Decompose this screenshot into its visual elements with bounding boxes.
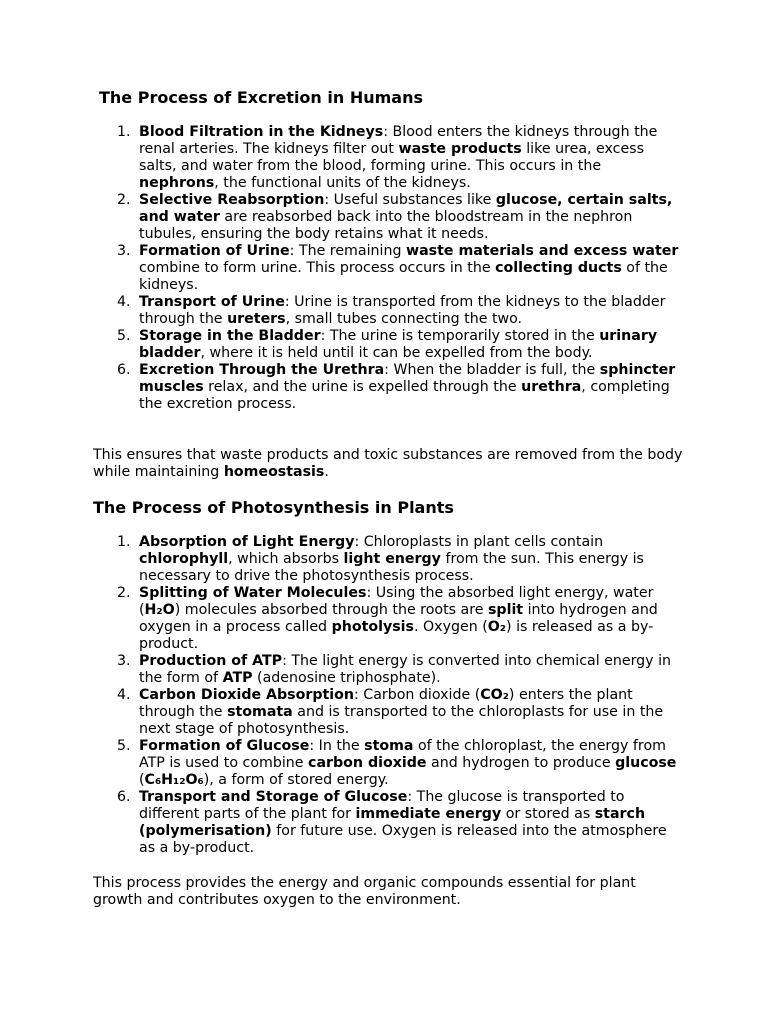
- bold-term: Selective Reabsorption: [139, 192, 325, 208]
- list-item-number: 2.: [117, 585, 131, 601]
- list-item-number: 1.: [117, 124, 131, 140]
- bold-term: glucose, certain salts, and water: [139, 192, 673, 225]
- bold-term: carbon dioxide: [308, 755, 427, 771]
- bold-term: immediate energy: [355, 806, 502, 822]
- text-run: : Using the absorbed light energy, water (: [139, 585, 654, 618]
- bold-term: CO₂: [480, 687, 509, 703]
- list-item: [93, 294, 683, 328]
- list-item: [93, 534, 683, 585]
- text-run: (adenosine triphosphate).: [252, 670, 441, 686]
- bold-term: Storage in the Bladder: [139, 328, 321, 344]
- bold-term: Formation of Urine: [139, 243, 290, 259]
- bold-term: ureters: [227, 311, 286, 327]
- bold-term: stoma: [364, 738, 414, 754]
- text-run: and is transported to the chloroplasts for use in the next stage of photosynthesis.: [139, 704, 664, 737]
- text-run: for future use. Oxygen is released into the atmosphere as a by-product.: [139, 823, 667, 856]
- bold-term: light energy: [343, 551, 441, 567]
- text-run: from the sun. This energy is necessary to drive the photosynthesis process.: [139, 551, 644, 584]
- text-run: : Carbon dioxide (: [354, 687, 481, 703]
- list-item-number: 4.: [117, 294, 131, 310]
- list-item: [93, 789, 683, 857]
- bold-term: waste products: [398, 141, 522, 157]
- text-run: ), a form of stored energy.: [203, 772, 389, 788]
- bold-term: O₂: [487, 619, 507, 635]
- text-run: ) enters the plant through the: [139, 687, 633, 720]
- text-run: relax, and the urine is expelled through the: [203, 379, 522, 395]
- text-run: of the kidneys.: [139, 260, 668, 293]
- list-item: [93, 738, 683, 789]
- list-item-number: 5.: [117, 738, 131, 754]
- text-run: are reabsorbed back into the bloodstream in the nephron tubules, ensuring the body retains what it needs.: [139, 209, 633, 242]
- bold-term: Splitting of Water Molecules: [139, 585, 367, 601]
- text-run: of the chloroplast, the energy from ATP is used to combine: [139, 738, 666, 771]
- text-run: : The light energy is converted into chemical energy in the form of: [139, 653, 672, 686]
- bold-term: Production of ATP: [139, 653, 283, 669]
- bold-term: Carbon Dioxide Absorption: [139, 687, 355, 703]
- list-item: [93, 328, 683, 362]
- text-run: : Chloroplasts in plant cells contain: [354, 534, 604, 550]
- bold-term: sphincter muscles: [139, 362, 676, 395]
- text-run: , which absorbs: [228, 551, 344, 567]
- text-run: , where it is held until it can be expelled from the body.: [200, 345, 593, 361]
- list-item-number: 3.: [117, 243, 131, 259]
- text-run: , completing the excretion process.: [139, 379, 670, 412]
- text-run: . Oxygen (: [413, 619, 488, 635]
- text-run: into hydrogen and oxygen in a process called: [139, 602, 658, 635]
- bold-term: waste materials and excess water: [405, 243, 679, 259]
- bold-term: urinary bladder: [139, 328, 658, 361]
- text-run: like urea, excess salts, and water from the blood, forming urine. This occurs in the: [139, 141, 644, 174]
- text-run: : The glucose is transported to different parts of the plant for: [139, 789, 625, 822]
- list-item-number: 5.: [117, 328, 131, 344]
- list-item: [93, 243, 683, 294]
- list-item-number: 6.: [117, 789, 131, 805]
- list-item-number: 6.: [117, 362, 131, 378]
- bold-term: photolysis: [331, 619, 414, 635]
- list-item-number: 2.: [117, 192, 131, 208]
- text-run: This process provides the energy and organic compounds essential for plant growth and contributes oxygen to the environment.: [93, 875, 636, 908]
- text-run: ) molecules absorbed through the roots are: [174, 602, 488, 618]
- text-run: ) is released as a by-product.: [139, 619, 654, 652]
- bold-term: H₂O: [144, 602, 175, 618]
- bold-term: Excretion Through the Urethra: [139, 362, 385, 378]
- bold-term: homeostasis: [223, 464, 325, 480]
- text-run: : The urine is temporarily stored in the: [320, 328, 600, 344]
- text-run: : Useful substances like: [324, 192, 496, 208]
- bold-term: C₆H₁₂O₆: [144, 772, 204, 788]
- bold-term: collecting ducts: [495, 260, 622, 276]
- bold-term: ATP: [222, 670, 253, 686]
- text-run: .: [324, 464, 329, 480]
- bold-term: Blood Filtration in the Kidneys: [139, 124, 384, 140]
- text-run: : Blood enters the kidneys through the renal arteries. The kidneys filter out: [139, 124, 658, 157]
- text-run: , the functional units of the kidneys.: [214, 175, 471, 191]
- text-run: : Urine is transported from the kidneys to the bladder through the: [139, 294, 666, 327]
- excretion-summary: [93, 447, 683, 481]
- bold-term: split: [487, 602, 524, 618]
- list-item-number: 3.: [117, 653, 131, 669]
- bold-term: Formation of Glucose: [139, 738, 310, 754]
- text-run: and hydrogen to produce: [426, 755, 616, 771]
- list-item-number: 4.: [117, 687, 131, 703]
- list-item: [93, 653, 683, 687]
- excretion-steps-list: [93, 124, 683, 413]
- text-run: , small tubes connecting the two.: [285, 311, 523, 327]
- section-title-excretion: The Process of Excretion in Humans: [99, 88, 423, 107]
- section-title-photosynthesis: The Process of Photosynthesis in Plants: [93, 498, 454, 517]
- list-item: [93, 192, 683, 243]
- list-item: [93, 687, 683, 738]
- bold-term: stomata: [227, 704, 293, 720]
- text-run: or stored as: [501, 806, 595, 822]
- text-run: : When the bladder is full, the: [384, 362, 600, 378]
- bold-term: nephrons: [139, 175, 215, 191]
- photosynthesis-summary: [93, 875, 683, 909]
- text-run: combine to form urine. This process occurs in the: [139, 260, 496, 276]
- bold-term: starch (polymerisation): [139, 806, 646, 839]
- bold-term: urethra: [521, 379, 582, 395]
- bold-term: Absorption of Light Energy: [139, 534, 355, 550]
- bold-term: Transport and Storage of Glucose: [139, 789, 408, 805]
- bold-term: chlorophyll: [139, 551, 229, 567]
- bold-term: Transport of Urine: [139, 294, 285, 310]
- text-run: : The remaining: [289, 243, 406, 259]
- list-item: [93, 362, 683, 413]
- list-item-number: 1.: [117, 534, 131, 550]
- bold-term: glucose: [615, 755, 677, 771]
- list-item: [93, 585, 683, 653]
- photosynthesis-steps-list: [93, 534, 683, 857]
- text-run: This ensures that waste products and toxic substances are removed from the body while maintaining: [93, 447, 683, 480]
- text-run: (: [139, 772, 145, 788]
- list-item: [93, 124, 683, 192]
- text-run: : In the: [309, 738, 365, 754]
